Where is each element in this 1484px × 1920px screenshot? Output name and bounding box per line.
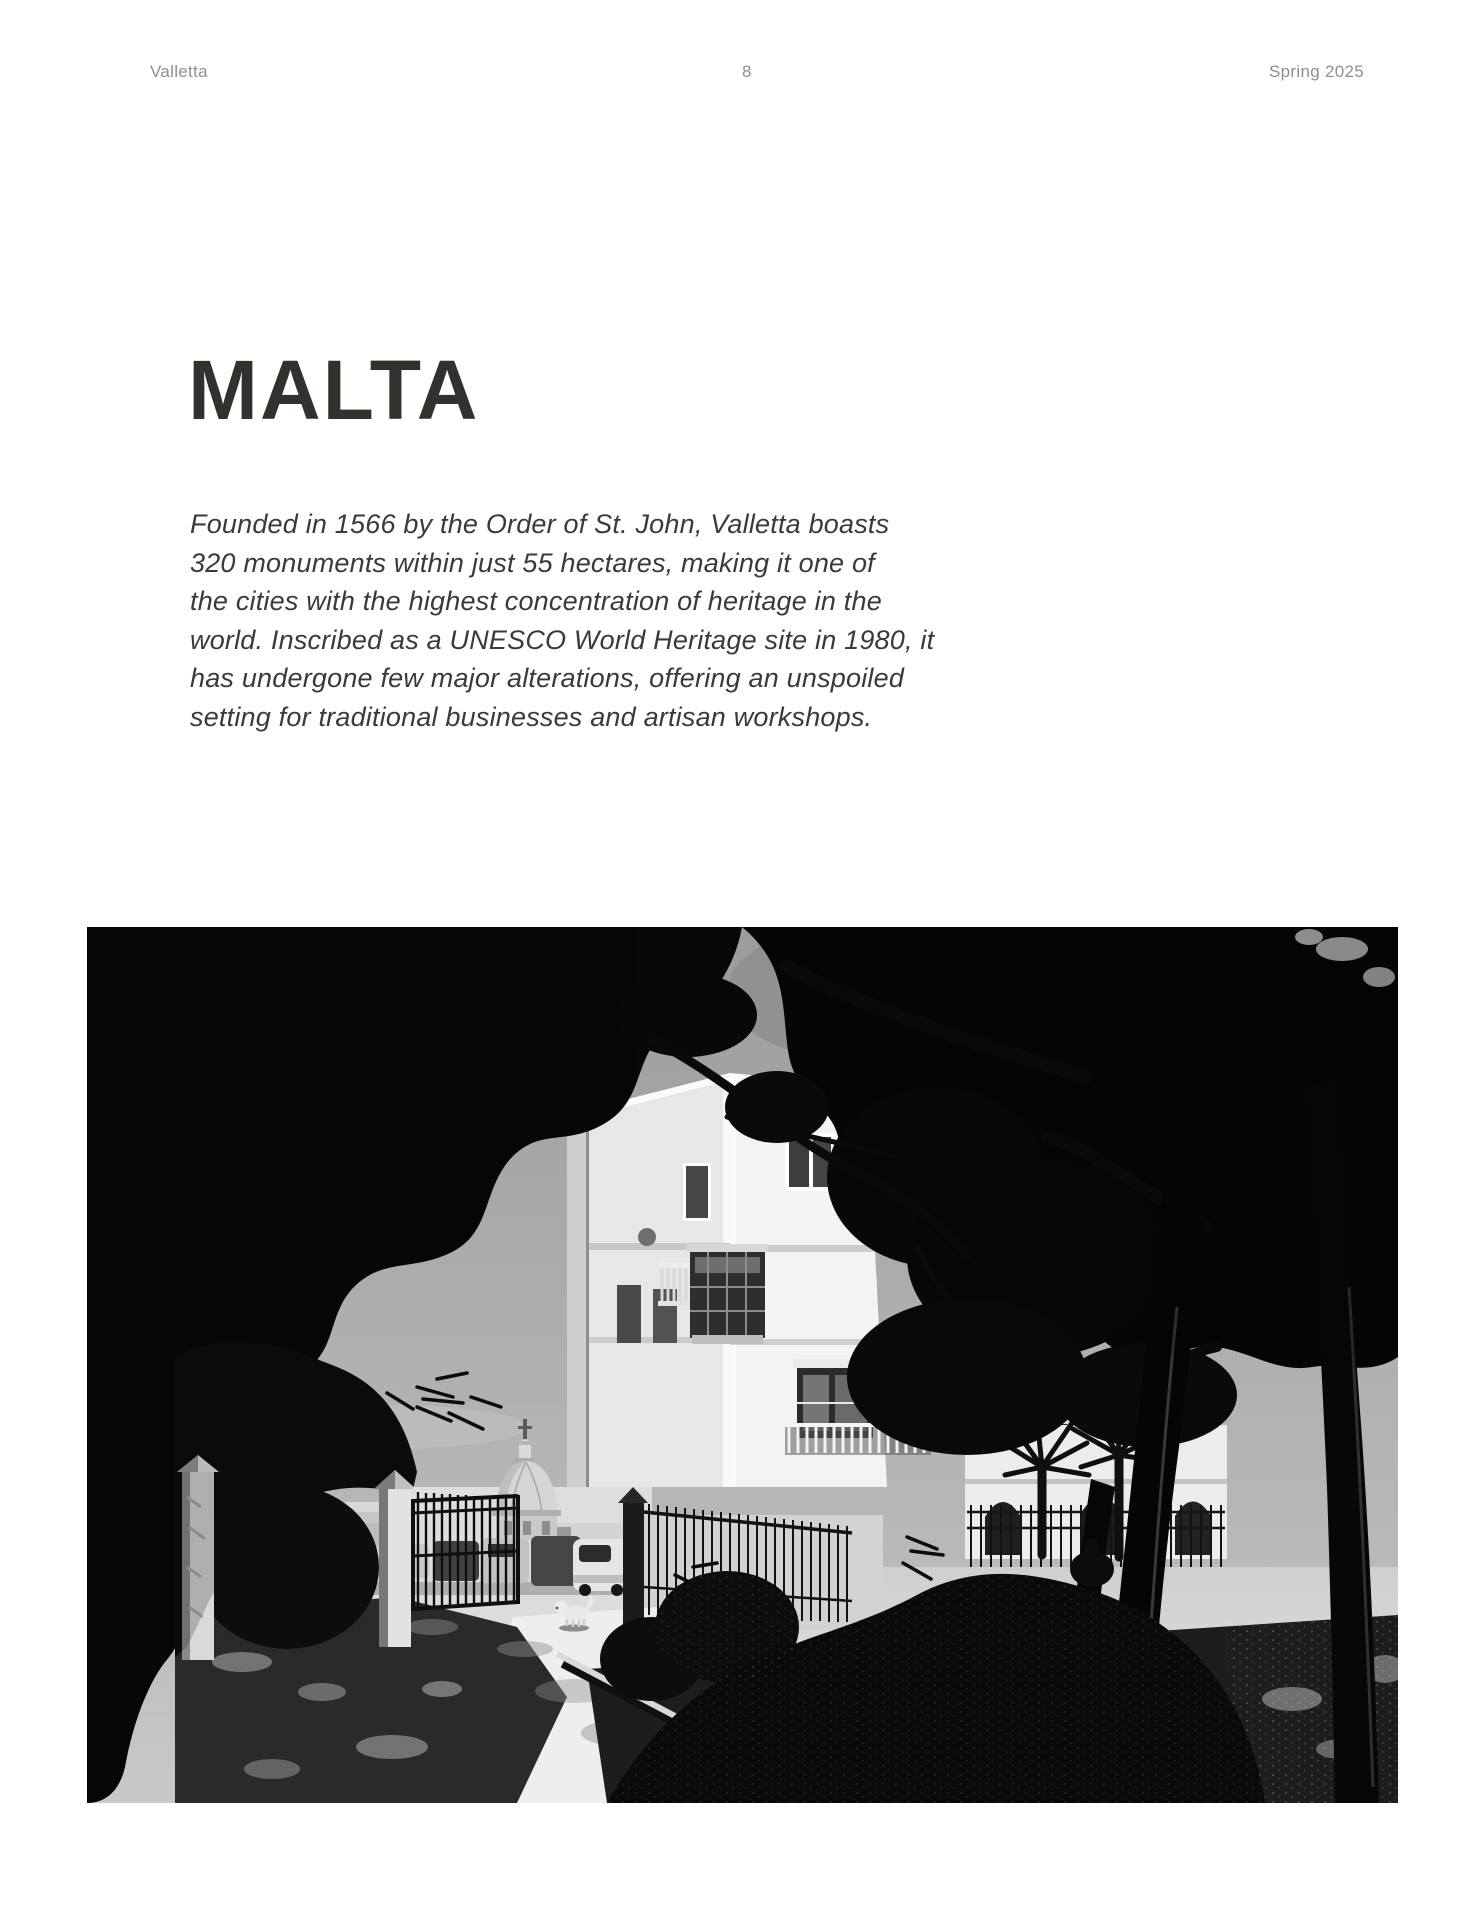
photo-white-car: [573, 1539, 629, 1596]
header-publication: Valletta: [150, 62, 208, 81]
intro-line: 320 monuments within just 55 hectares, making it one of: [190, 547, 875, 578]
page-number-text: 8: [742, 62, 752, 81]
street-photo: [87, 927, 1398, 1803]
photo-corner-balcony: [687, 1244, 768, 1344]
intro-line: has undergone few major alterations, offering an unspoiled: [190, 663, 905, 693]
street-photo-graphic: [87, 927, 1398, 1803]
intro-line: world. Inscribed as a UNESCO World Heritage site in 1980, it: [190, 624, 935, 655]
intro-line: the cities with the highest concentration of heritage in the: [190, 586, 882, 616]
header-issue: Spring 2025: [1269, 62, 1364, 81]
page-header: [150, 62, 1364, 84]
photo-side-balcony: [658, 1262, 690, 1306]
article-title: MALTA: [188, 343, 480, 437]
article-intro: [190, 505, 934, 736]
photo-left-gate-pillar: [374, 1470, 416, 1647]
intro-line: setting for traditional businesses and artisan workshops.: [190, 701, 873, 732]
intro-line: Founded in 1566 by the Order of St. John, Valletta boasts: [190, 509, 890, 539]
